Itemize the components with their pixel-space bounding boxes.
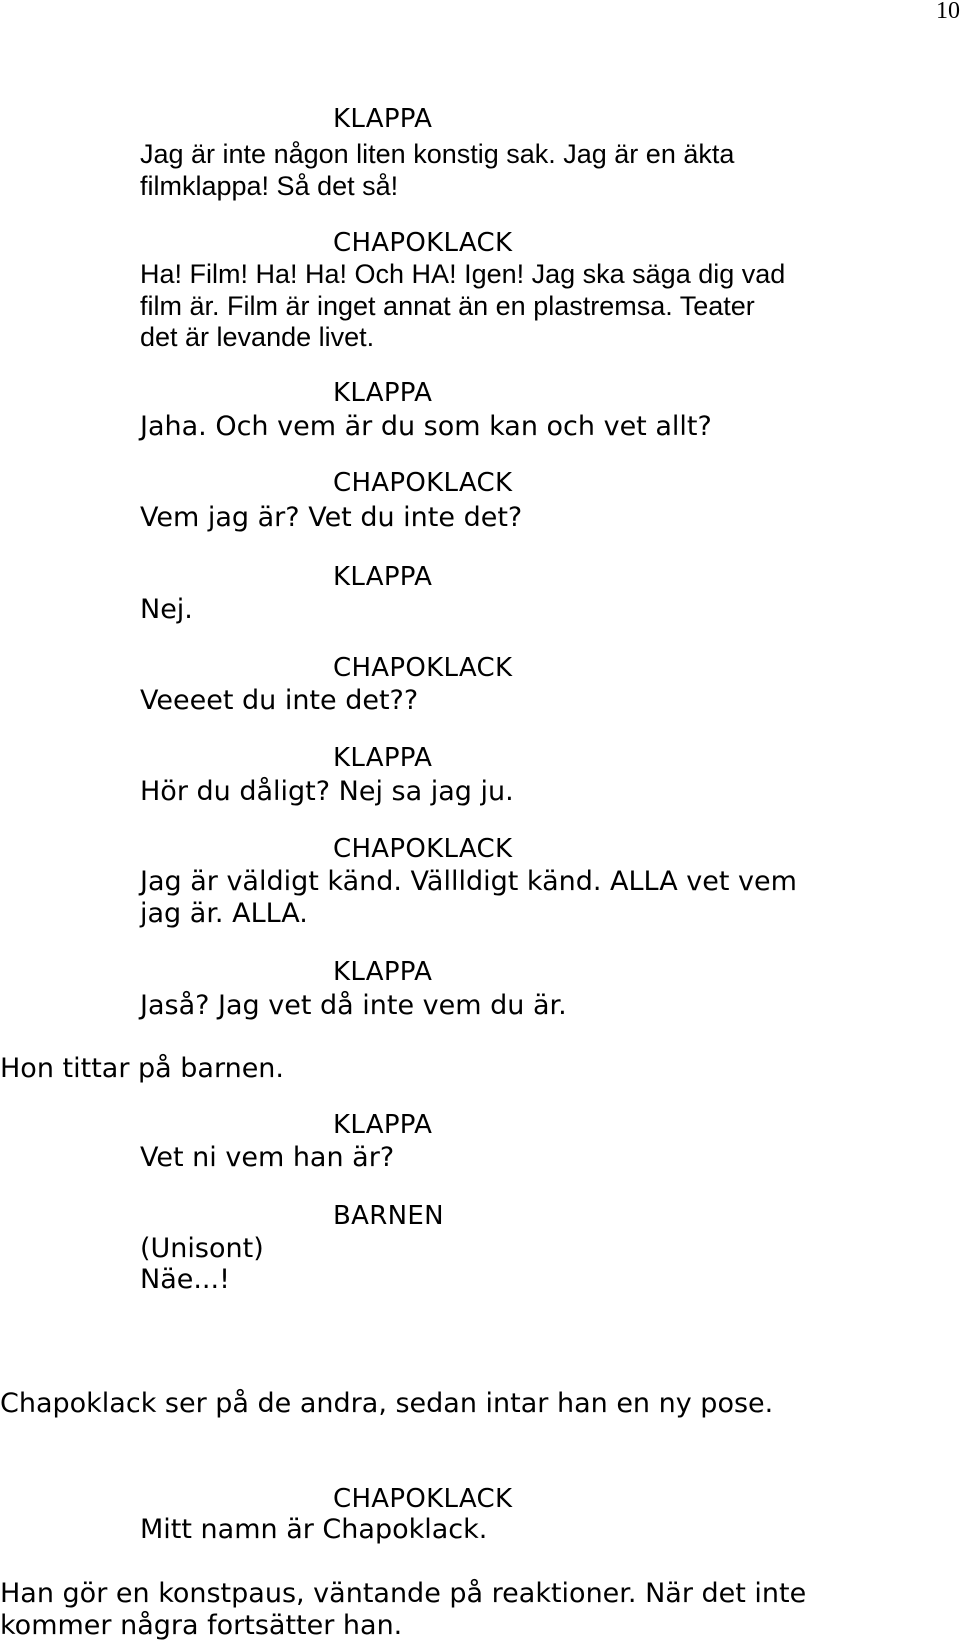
dialogue-line: film är. Film är inget annat än en plastremsa. Teater: [140, 291, 755, 321]
character-name: BARNEN: [333, 1201, 444, 1231]
dialogue-line: Jaså? Jag vet då inte vem du är.: [140, 990, 567, 1021]
character-name: KLAPPA: [333, 378, 433, 408]
action-line: Chapoklack ser på de andra, sedan intar han en ny pose.: [0, 1388, 774, 1419]
dialogue-line: Vem jag är? Vet du inte det?: [140, 502, 523, 533]
dialogue-line: Jag är väldigt känd. Vällldigt känd. ALLA vet vem: [140, 866, 797, 897]
character-name: KLAPPA: [333, 1110, 433, 1140]
action-line: Han gör en konstpaus, väntande på reaktioner. När det inte: [0, 1578, 807, 1609]
character-name: CHAPOKLACK: [333, 468, 513, 498]
character-name: KLAPPA: [333, 104, 433, 134]
dialogue-line: Vet ni vem han är?: [140, 1142, 395, 1173]
dialogue-line: Jag är inte någon liten konstig sak. Jag är en äkta: [140, 139, 735, 169]
parenthetical: (Unisont): [140, 1233, 264, 1264]
dialogue-line: filmklappa! Så det så!: [140, 171, 399, 201]
dialogue-line: Hör du dåligt? Nej sa jag ju.: [140, 776, 514, 807]
dialogue-line: Nej.: [140, 594, 193, 625]
character-name: CHAPOKLACK: [333, 228, 513, 258]
character-name: KLAPPA: [333, 562, 433, 592]
character-name: CHAPOKLACK: [333, 1484, 513, 1514]
dialogue-line: Näe...!: [140, 1264, 230, 1295]
action-line: Hon tittar på barnen.: [0, 1053, 285, 1084]
character-name: CHAPOKLACK: [333, 653, 513, 683]
character-name: KLAPPA: [333, 957, 433, 987]
dialogue-line: det är levande livet.: [140, 322, 375, 352]
dialogue-line: jag är. ALLA.: [140, 898, 308, 929]
character-name: CHAPOKLACK: [333, 834, 513, 864]
dialogue-line: Ha! Film! Ha! Ha! Och HA! Igen! Jag ska säga dig vad: [140, 259, 786, 289]
character-name: KLAPPA: [333, 743, 433, 773]
dialogue-line: Veeeet du inte det??: [140, 685, 419, 716]
dialogue-line: Jaha. Och vem är du som kan och vet allt?: [140, 411, 712, 442]
dialogue-line: Mitt namn är Chapoklack.: [140, 1514, 488, 1545]
action-line: kommer några fortsätter han.: [0, 1610, 403, 1641]
page-number: 10: [936, 0, 960, 24]
